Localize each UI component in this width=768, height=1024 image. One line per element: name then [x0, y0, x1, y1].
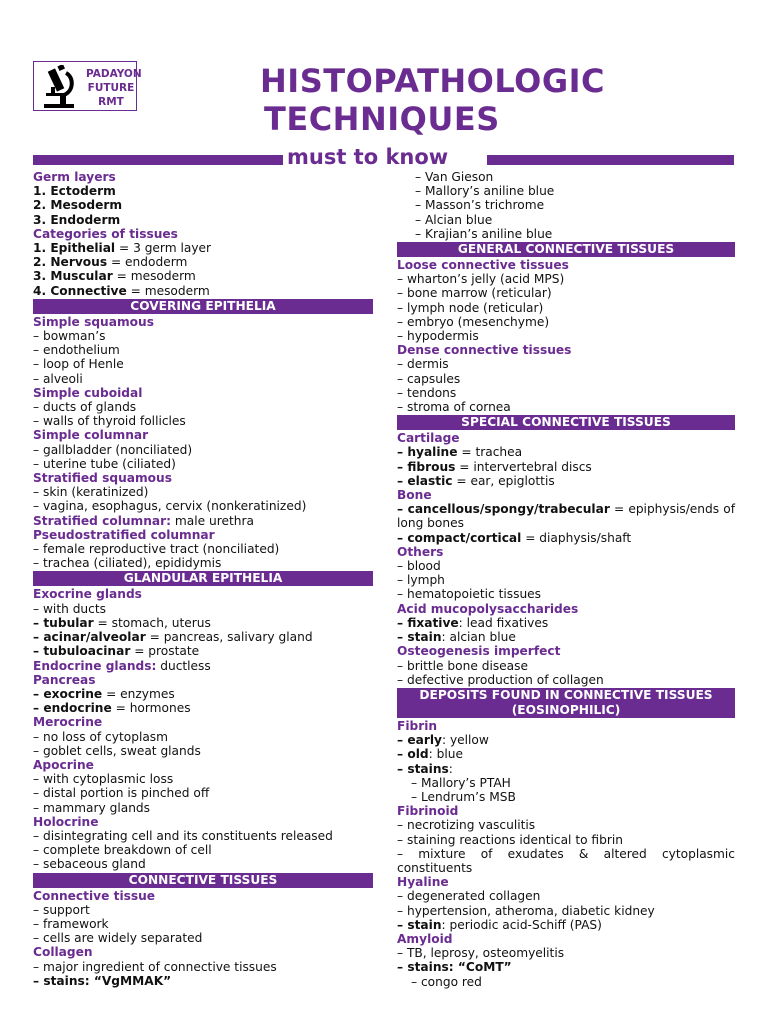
- list-item: – goblet cells, sweat glands: [33, 743, 201, 758]
- heading-pancreas: Pancreas: [33, 672, 96, 687]
- section-bar-connective-tissues: CONNECTIVE TISSUES: [33, 873, 373, 888]
- list-item: – capsules: [397, 371, 461, 386]
- list-item: – stroma of cornea: [397, 400, 511, 415]
- list-item: – wharton’s jelly (acid MPS): [397, 272, 565, 287]
- list-item: – mammary glands: [33, 800, 151, 815]
- list-item: 4. Connective = mesoderm: [33, 283, 210, 298]
- heading-stratified-squamous: Stratified squamous: [33, 471, 172, 486]
- left-column: [33, 170, 373, 988]
- heading-exocrine: Exocrine glands: [33, 587, 142, 602]
- list-item: – early: yellow: [397, 733, 489, 748]
- list-item: – no loss of cytoplasm: [33, 729, 169, 744]
- list-item: – ducts of glands: [33, 400, 137, 415]
- list-item: 3. Endoderm: [33, 212, 121, 227]
- list-item: – defective production of collagen: [397, 672, 604, 687]
- list-item: – old: blue: [397, 747, 463, 762]
- section-bar-covering-epithelia: COVERING EPITHELIA: [33, 299, 373, 314]
- list-item: – Alcian blue: [415, 212, 493, 227]
- list-item: – Mallory’s aniline blue: [415, 184, 555, 199]
- list-item: – uterine tube (ciliated): [33, 456, 176, 471]
- list-item: – stain: periodic acid-Schiff (PAS): [397, 917, 602, 932]
- list-item: – brittle bone disease: [397, 658, 528, 673]
- list-item: – fixative: lead fixatives: [397, 615, 549, 630]
- list-item: – female reproductive tract (nonciliated): [33, 542, 280, 557]
- list-item: Endocrine glands: ductless: [33, 658, 211, 673]
- list-item: – bowman’s: [33, 329, 106, 344]
- list-item: Stratified columnar: male urethra: [33, 513, 254, 528]
- logo-text: PADAYON FUTURE RMT: [86, 68, 142, 108]
- list-item: – framework: [33, 916, 109, 931]
- heading-apocrine: Apocrine: [33, 757, 94, 772]
- list-item: – elastic = ear, epiglottis: [397, 473, 555, 488]
- list-item: – lymph: [397, 573, 445, 588]
- heading-germ-layers: Germ layers: [33, 170, 116, 184]
- list-item: – with ducts: [33, 601, 106, 616]
- section-bar-special-connective: SPECIAL CONNECTIVE TISSUES: [397, 415, 735, 430]
- heading-osteogenesis: Osteogenesis imperfect: [397, 644, 561, 659]
- heading-pseudostratified: Pseudostratified columnar: [33, 527, 215, 542]
- list-item: – support: [33, 902, 90, 917]
- list-item: 3. Muscular = mesoderm: [33, 269, 196, 284]
- list-item: – degenerated collagen: [397, 889, 541, 904]
- list-item: – complete breakdown of cell: [33, 843, 212, 858]
- list-item: – vagina, esophagus, cervix (nonkeratinized): [33, 499, 307, 514]
- list-item: – staining reactions identical to fibrin: [397, 832, 623, 847]
- title-band-left: [33, 155, 283, 165]
- heading-merocrine: Merocrine: [33, 715, 103, 730]
- list-item: – hypodermis: [397, 329, 479, 344]
- list-item: – major ingredient of connective tissues: [33, 959, 277, 974]
- list-item: – disintegrating cell and its constituents released: [33, 828, 333, 843]
- list-item: – exocrine = enzymes: [33, 686, 175, 701]
- list-item: 2. Mesoderm: [33, 198, 123, 213]
- list-item: – walls of thyroid follicles: [33, 414, 186, 429]
- heading-amyloid: Amyloid: [397, 931, 453, 946]
- title-line-2: TECHNIQUES: [264, 100, 500, 138]
- section-bar-glandular-epithelia: GLANDULAR EPITHELIA: [33, 571, 373, 586]
- list-item: – stain: alcian blue: [397, 630, 516, 645]
- heading-fibrin: Fibrin: [397, 718, 438, 733]
- list-item: – trachea (ciliated), epididymis: [33, 556, 222, 571]
- list-item: – hypertension, atheroma, diabetic kidney: [397, 903, 655, 918]
- list-item: – gallbladder (nonciliated): [33, 442, 193, 457]
- list-item: – hyaline = trachea: [397, 445, 523, 460]
- list-item: – tendons: [397, 385, 457, 400]
- list-item: – compact/cortical = diaphysis/shaft: [397, 530, 632, 545]
- list-item: – stains: “VgMMAK”: [33, 973, 172, 988]
- heading-categories: Categories of tissues: [33, 226, 178, 241]
- section-bar-deposits: DEPOSITS FOUND IN CONNECTIVE TISSUES (EOSINOPHILIC): [397, 688, 735, 718]
- title-band-right: [487, 155, 734, 165]
- list-item: – endothelium: [33, 343, 120, 358]
- heading-connective-tissue: Connective tissue: [33, 888, 156, 903]
- heading-simple-squamous: Simple squamous: [33, 314, 154, 329]
- page-title: [260, 62, 605, 138]
- title-line-1: HISTOPATHOLOGIC: [260, 62, 605, 100]
- heading-holocrine: Holocrine: [33, 814, 99, 829]
- list-item: – necrotizing vasculitis: [397, 818, 536, 833]
- list-item: – with cytoplasmic loss: [33, 772, 174, 787]
- list-item: – skin (keratinized): [33, 485, 149, 500]
- heading-hyaline: Hyaline: [397, 875, 449, 890]
- list-item: – tubuloacinar = prostate: [33, 644, 200, 659]
- list-item: – dermis: [397, 357, 449, 372]
- list-item: – loop of Henle: [33, 357, 124, 372]
- list-item: – Lendrum’s MSB: [411, 789, 516, 804]
- list-item: – Krajian’s aniline blue: [415, 226, 553, 241]
- heading-dense-connective: Dense connective tissues: [397, 343, 572, 358]
- list-item: – stains:: [397, 761, 453, 776]
- list-item: – embryo (mesenchyme): [397, 314, 550, 329]
- list-item: – acinar/alveolar = pancreas, salivary gland: [33, 630, 313, 645]
- microscope-icon: [40, 65, 82, 109]
- list-item: 1. Epithelial = 3 germ layer: [33, 241, 212, 256]
- list-item: – Masson’s trichrome: [415, 198, 545, 213]
- section-bar-general-connective: GENERAL CONNECTIVE TISSUES: [397, 242, 735, 257]
- list-item: – congo red: [411, 974, 482, 989]
- list-item: – sebaceous gland: [33, 857, 146, 872]
- list-item: 2. Nervous = endoderm: [33, 255, 188, 270]
- list-item: – lymph node (reticular): [397, 300, 544, 315]
- list-item: – endocrine = hormones: [33, 701, 191, 716]
- heading-acid-mps: Acid mucopolysaccharides: [397, 601, 579, 616]
- heading-cartilage: Cartilage: [397, 431, 460, 446]
- heading-bone: Bone: [397, 488, 432, 503]
- heading-simple-cuboidal: Simple cuboidal: [33, 385, 143, 400]
- list-item: – TB, leprosy, osteomyelitis: [397, 946, 565, 961]
- heading-loose-connective: Loose connective tissues: [397, 258, 569, 273]
- list-item: – mixture of exudates & altered cytoplasmic constituents: [397, 846, 735, 875]
- list-item: – cancellous/spongy/trabecular = epiphysis/ends of long bones: [397, 502, 736, 531]
- logo-box: [33, 61, 142, 111]
- list-item: – fibrous = intervertebral discs: [397, 459, 592, 474]
- list-item: – Mallory’s PTAH: [411, 775, 511, 790]
- heading-collagen: Collagen: [33, 945, 93, 960]
- heading-simple-columnar: Simple columnar: [33, 428, 149, 443]
- list-item: – stains: “CoMT”: [397, 960, 512, 975]
- heading-others: Others: [397, 544, 444, 559]
- heading-fibrinoid: Fibrinoid: [397, 804, 459, 819]
- list-item: – hematopoietic tissues: [397, 587, 542, 602]
- list-item: – cells are widely separated: [33, 931, 203, 946]
- list-item: – Van Gieson: [415, 170, 494, 184]
- list-item: – bone marrow (reticular): [397, 286, 552, 301]
- subtitle: must to know: [287, 145, 449, 169]
- list-item: – tubular = stomach, uterus: [33, 615, 211, 630]
- list-item: – distal portion is pinched off: [33, 786, 210, 801]
- right-column: [397, 170, 735, 989]
- list-item: – blood: [397, 559, 441, 574]
- list-item: – alveoli: [33, 371, 83, 386]
- list-item: 1. Ectoderm: [33, 184, 116, 199]
